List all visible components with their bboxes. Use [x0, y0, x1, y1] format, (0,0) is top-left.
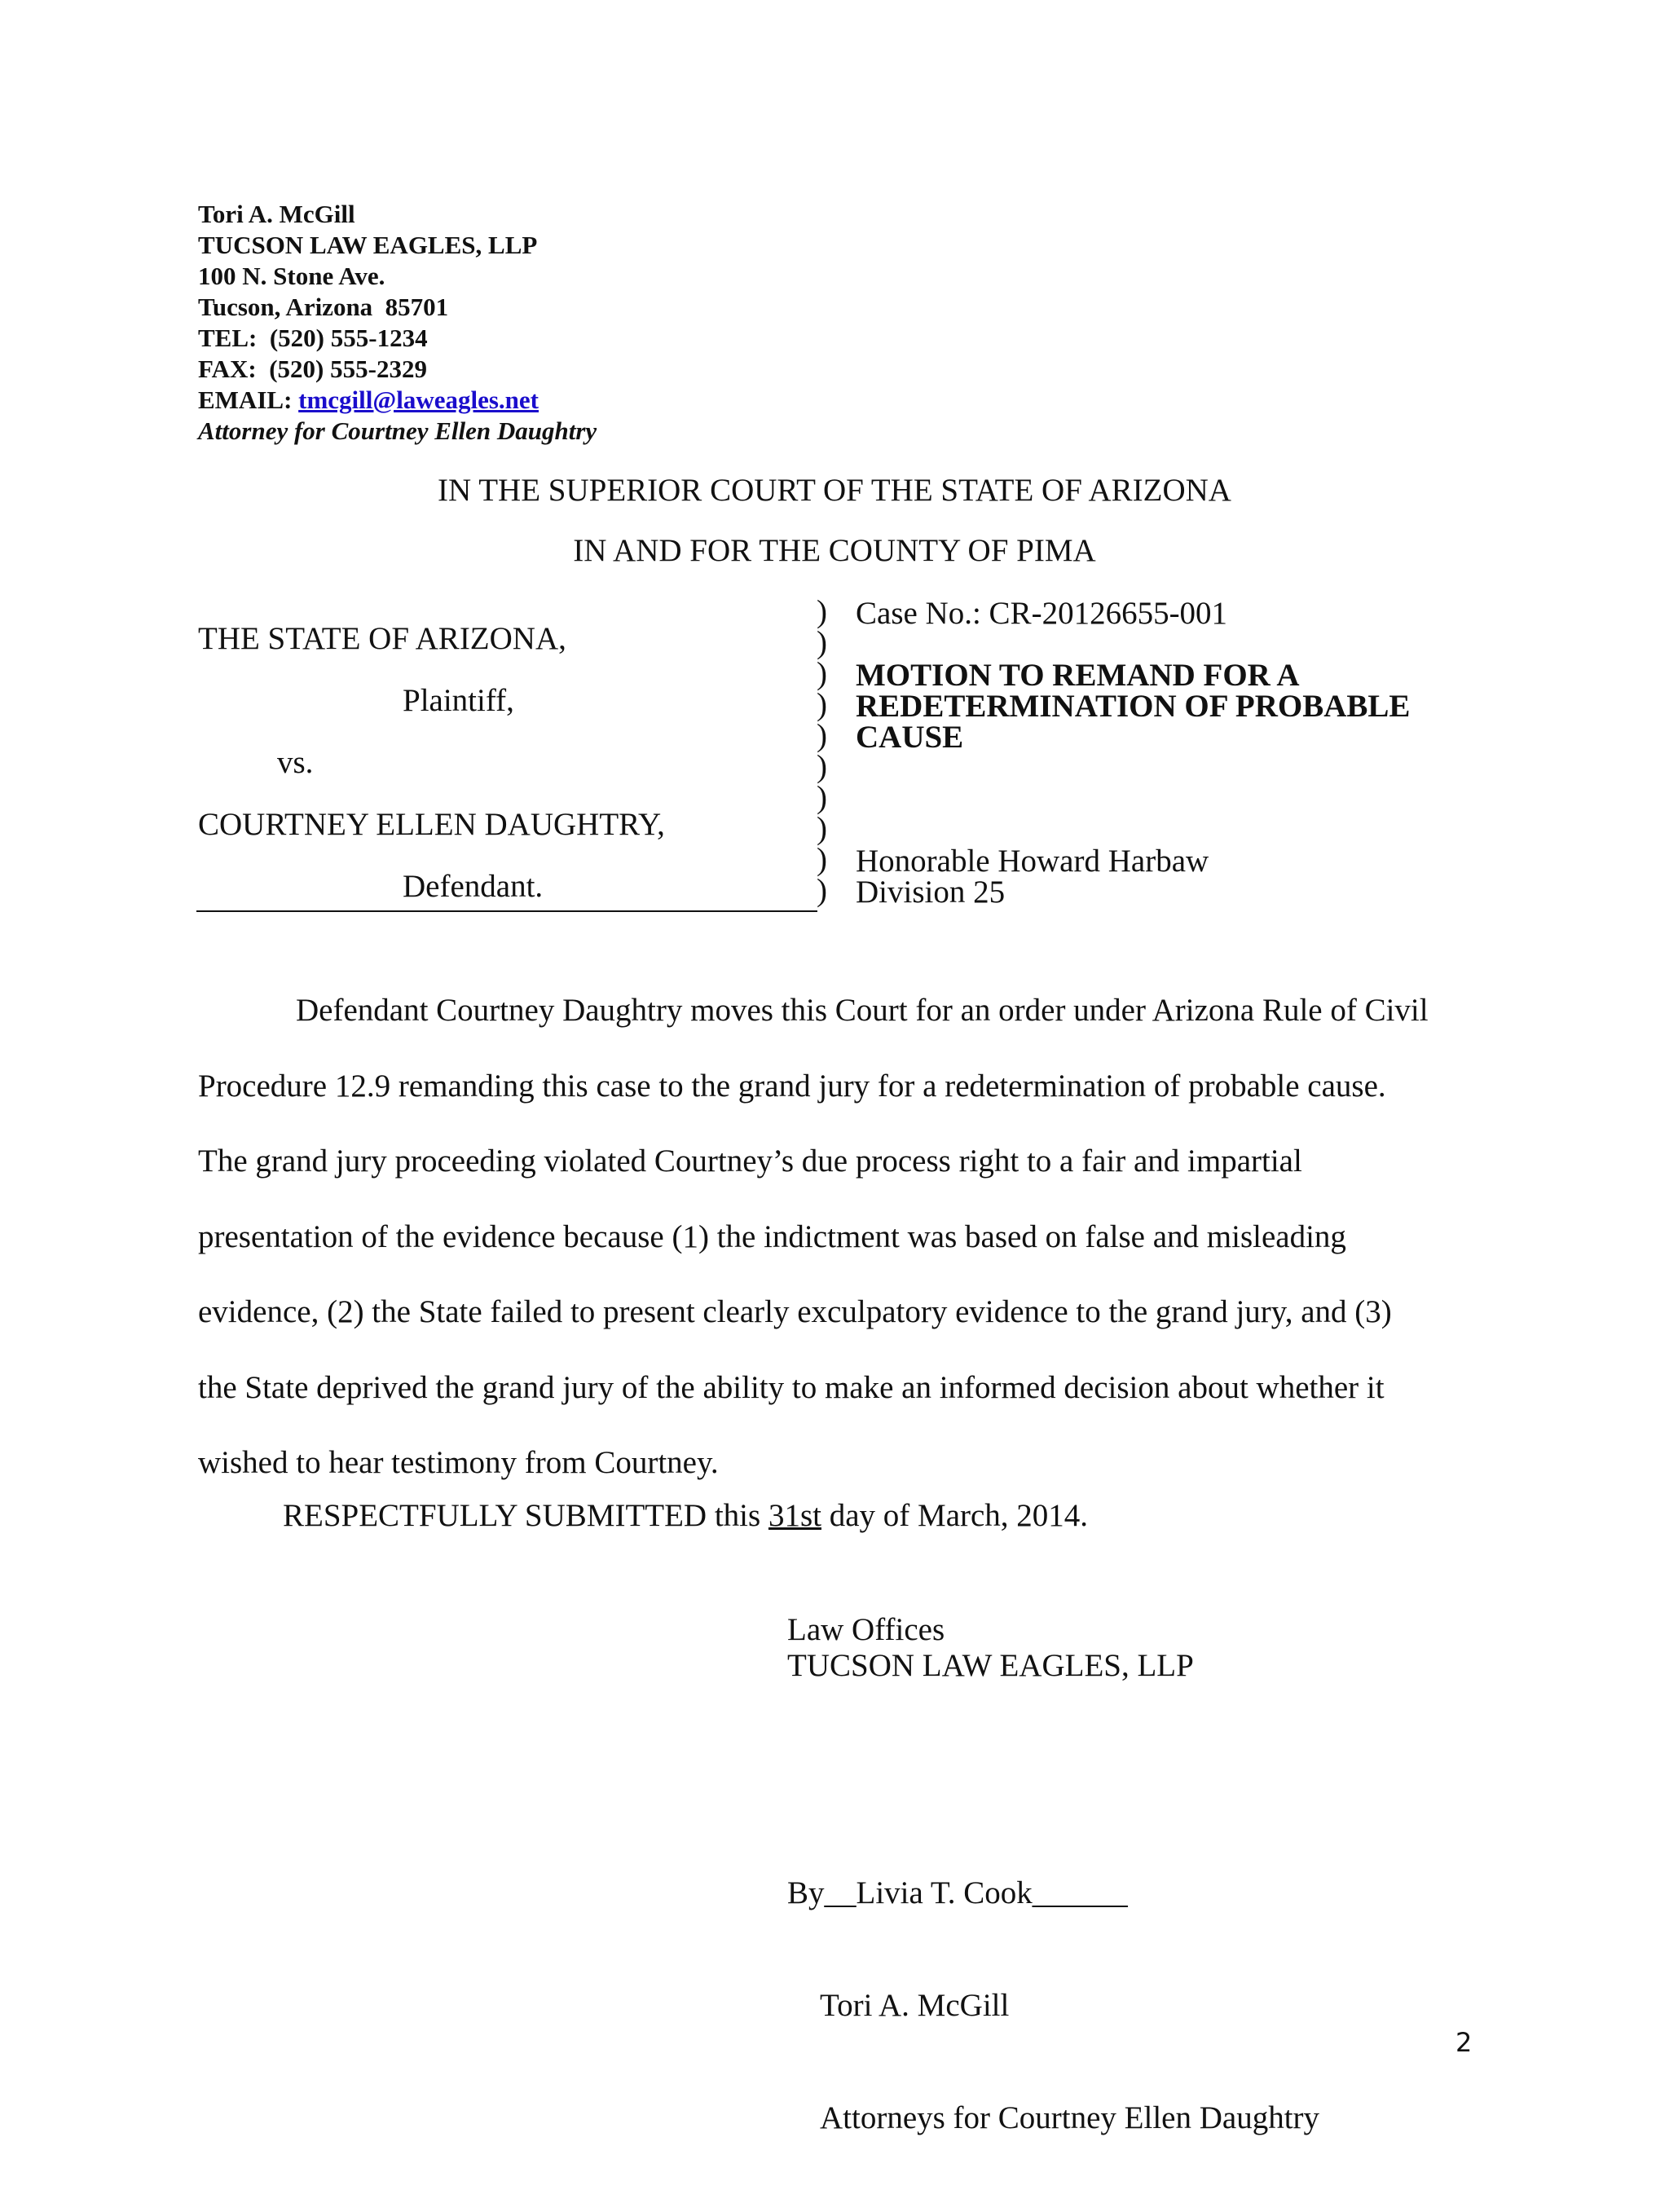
caption-paren: ) [817, 749, 827, 784]
plaintiff-role: Plaintiff, [403, 683, 514, 718]
caption-paren: ) [817, 780, 827, 815]
judge-name: Honorable Howard Harbaw [856, 844, 1209, 879]
body-line: Defendant Courtney Daughtry moves this Court for an order under Arizona Rule of Civil [296, 993, 1429, 1028]
submission-line [283, 1498, 1088, 1534]
motion-title [856, 660, 1410, 753]
defendant-role: Defendant. [403, 869, 544, 904]
page-number: 2 [1455, 2027, 1473, 2058]
body-line: the State deprived the grand jury of the ability to make an informed decision about whether it [198, 1369, 1385, 1405]
versus-label: vs. [277, 745, 314, 780]
law-offices-label: Law Offices [787, 1612, 945, 1647]
attorney-fax: FAX: (520) 555-2329 [198, 355, 427, 383]
caption-paren: ) [817, 718, 827, 753]
email-label: EMAIL: [198, 386, 299, 414]
caption-paren: ) [817, 594, 827, 629]
email-link[interactable]: tmcgill@laweagles.net [298, 386, 539, 414]
attorney-street: 100 N. Stone Ave. [198, 262, 385, 290]
caption-paren-column [817, 594, 833, 908]
body-line: wished to hear testimony from Courtney. [198, 1445, 719, 1480]
attorney-info-block [198, 199, 597, 447]
court-title: IN THE SUPERIOR COURT OF THE STATE OF ARIZONA [438, 473, 1231, 508]
attorney-name: Tori A. McGill [198, 200, 355, 228]
law-office-block [787, 1612, 1194, 1684]
caption-paren: ) [817, 842, 827, 877]
signature-by-line: By__Livia T. Cook______ [787, 1875, 1128, 1910]
court-county: IN AND FOR THE COUNTY OF PIMA [573, 533, 1096, 568]
submission-prefix: RESPECTFULLY SUBMITTED this [283, 1498, 768, 1533]
motion-body [198, 973, 1469, 1501]
attorney-tel: TEL: (520) 555-1234 [198, 324, 428, 352]
motion-title-line: CAUSE [856, 720, 964, 755]
defendant-name: COURTNEY ELLEN DAUGHTRY, [198, 807, 665, 842]
attorney-email-line [198, 385, 597, 416]
submission-suffix: day of March, 2014. [821, 1498, 1089, 1533]
law-office-firm: TUCSON LAW EAGLES, LLP [787, 1648, 1194, 1683]
caption-paren: ) [817, 625, 827, 660]
motion-title-line: MOTION TO REMAND FOR A [856, 658, 1300, 693]
body-line: presentation of the evidence because (1) the indictment was based on false and misleading [198, 1218, 1346, 1254]
signature-lines [787, 1800, 1319, 2212]
caption-paren: ) [817, 656, 827, 691]
caption-divider [196, 910, 817, 912]
body-line: evidence, (2) the State failed to present clearly exculpatory evidence to the grand jury, and (3) [198, 1294, 1392, 1329]
body-line: Procedure 12.9 remanding this case to the grand jury for a redetermination of probable cause. [198, 1068, 1386, 1104]
plaintiff-name: THE STATE OF ARIZONA, [198, 621, 566, 656]
signer-name: Tori A. McGill [820, 1988, 1010, 2023]
submission-day: 31st [768, 1498, 821, 1533]
motion-title-line: REDETERMINATION OF PROBABLE [856, 689, 1411, 724]
caption-paren: ) [817, 811, 827, 846]
attorney-represents: Attorney for Courtney Ellen Daughtry [198, 416, 597, 445]
division: Division 25 [856, 875, 1006, 910]
caption-paren: ) [817, 873, 827, 908]
body-line: The grand jury proceeding violated Courtney’s due process right to a fair and impartial [198, 1143, 1302, 1179]
case-number: Case No.: CR-20126655-001 [856, 596, 1228, 631]
attorney-firm: TUCSON LAW EAGLES, LLP [198, 231, 538, 259]
signer-role: Attorneys for Courtney Ellen Daughtry [820, 2100, 1320, 2135]
attorney-city: Tucson, Arizona 85701 [198, 293, 449, 321]
caption-paren: ) [817, 687, 827, 722]
